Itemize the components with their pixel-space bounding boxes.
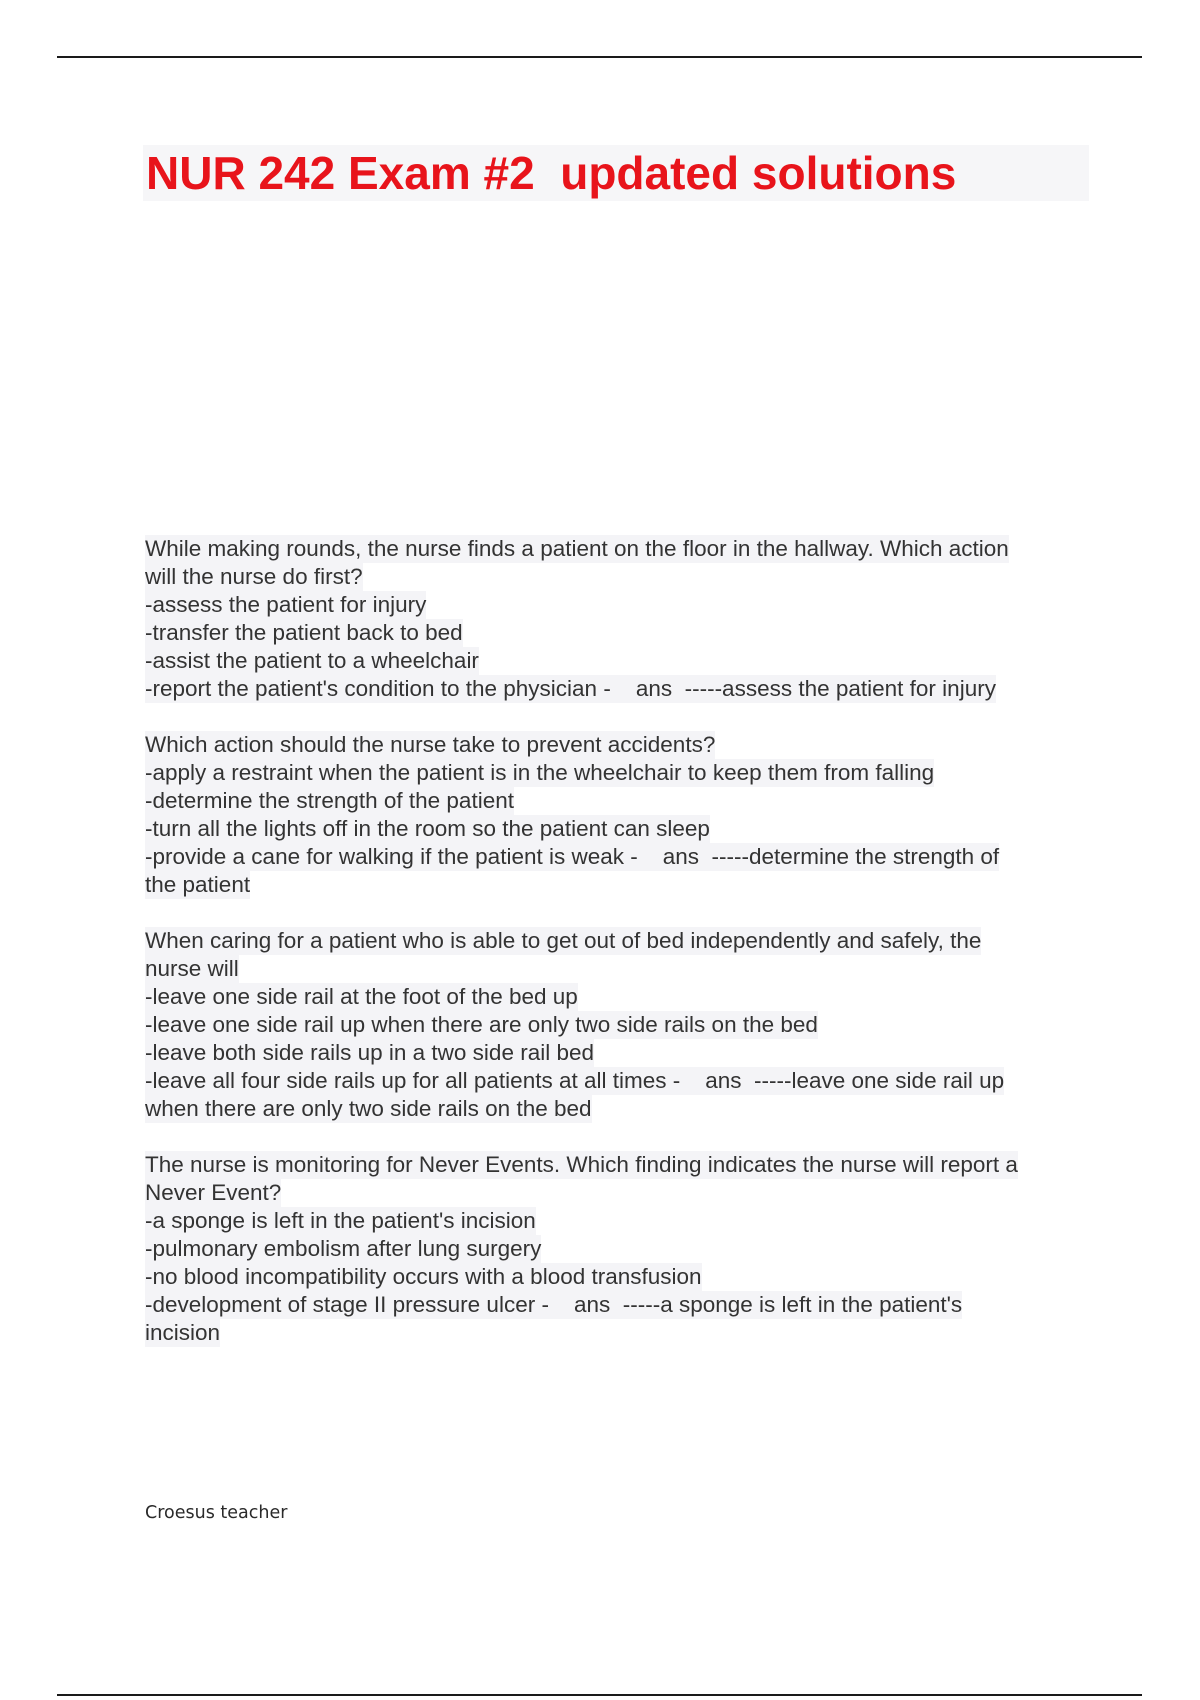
question-line: nurse will	[145, 956, 239, 981]
question-block-1	[145, 535, 1095, 703]
question-block-2	[145, 731, 1095, 899]
option-line: -transfer the patient back to bed	[145, 620, 463, 645]
question-line: While making rounds, the nurse finds a patient on the floor in the hallway. Which action	[145, 536, 1009, 561]
header-rule	[57, 56, 1142, 58]
option-line: -determine the strength of the patient	[145, 788, 514, 813]
answer-line: when there are only two side rails on the bed	[145, 1096, 592, 1121]
option-line: -a sponge is left in the patient's incision	[145, 1208, 536, 1233]
footer-rule	[57, 1694, 1142, 1696]
question-line: will the nurse do first?	[145, 564, 363, 589]
answer-line: -leave all four side rails up for all patients at all times - ans -----leave one side rail up	[145, 1068, 1005, 1093]
option-line: -leave both side rails up in a two side rail bed	[145, 1040, 595, 1065]
answer-line: the patient	[145, 872, 251, 897]
option-line: -pulmonary embolism after lung surgery	[145, 1236, 542, 1261]
answer-line: -provide a cane for walking if the patient is weak - ans -----determine the strength of	[145, 844, 1000, 869]
option-line: -assess the patient for injury	[145, 592, 427, 617]
question-line: When caring for a patient who is able to get out of bed independently and safely, the	[145, 928, 982, 953]
question-line: Never Event?	[145, 1180, 282, 1205]
question-line: The nurse is monitoring for Never Events. Which finding indicates the nurse will report a	[145, 1152, 1018, 1177]
option-line: -turn all the lights off in the room so the patient can sleep	[145, 816, 710, 841]
question-block-4	[145, 1151, 1095, 1347]
footer-author: Croesus teacher	[145, 1503, 288, 1523]
question-block-3	[145, 927, 1095, 1123]
answer-line: incision	[145, 1320, 221, 1345]
option-line: -assist the patient to a wheelchair	[145, 648, 479, 673]
answer-line: -development of stage II pressure ulcer - ans -----a sponge is left in the patient's	[145, 1292, 963, 1317]
question-line: Which action should the nurse take to prevent accidents?	[145, 732, 716, 757]
option-line: -leave one side rail up when there are only two side rails on the bed	[145, 1012, 818, 1037]
question-list	[145, 535, 1095, 1375]
option-line: -no blood incompatibility occurs with a blood transfusion	[145, 1264, 702, 1289]
option-line: -leave one side rail at the foot of the bed up	[145, 984, 578, 1009]
answer-line: -report the patient's condition to the physician - ans -----assess the patient for injury	[145, 676, 996, 701]
document-title: NUR 242 Exam #2 updated solutions	[146, 147, 957, 199]
option-line: -apply a restraint when the patient is in the wheelchair to keep them from falling	[145, 760, 935, 785]
